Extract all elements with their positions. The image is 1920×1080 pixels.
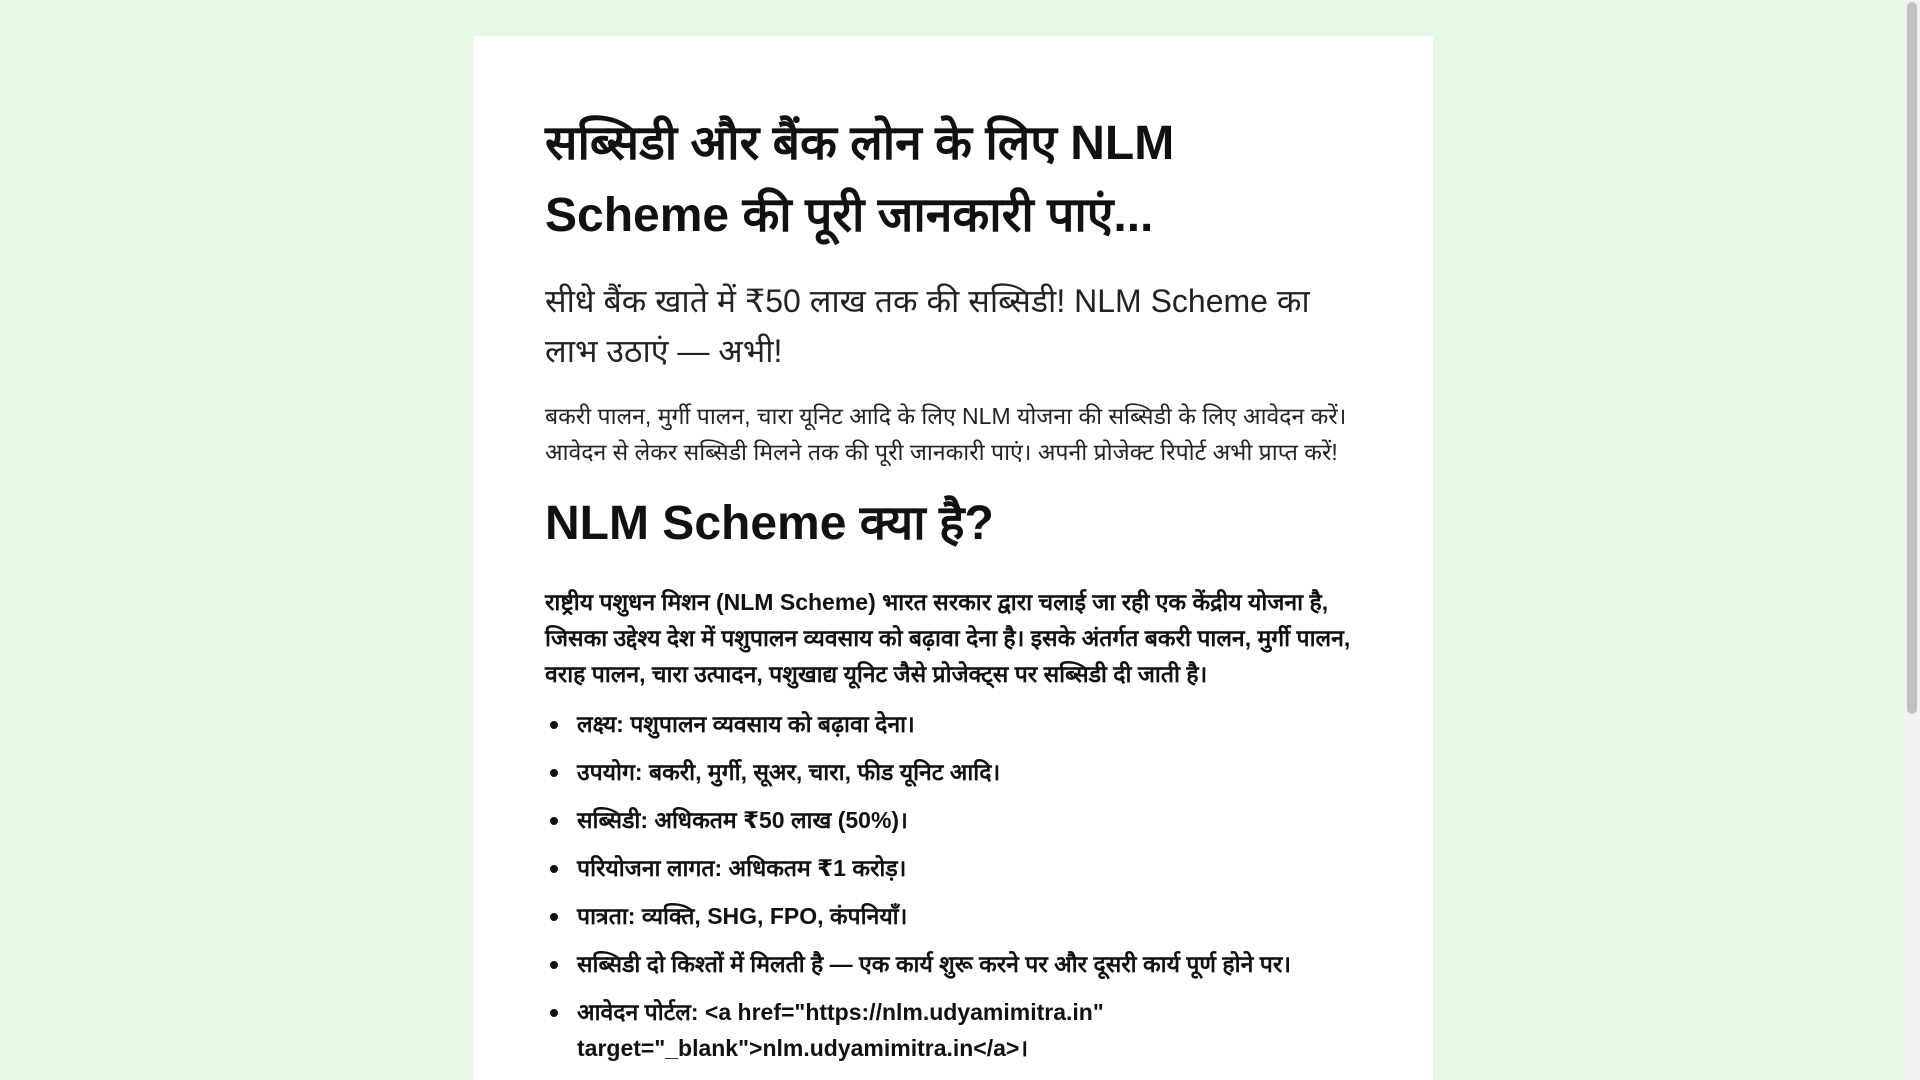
bullet-icon <box>550 865 558 873</box>
list-item-text: आवेदन पोर्टल: <a href="https://nlm.udyamimitra.in" target="_blank">nlm.udyamimitra.in</a>। <box>577 999 1104 1061</box>
intro-paragraph: बकरी पालन, मुर्गी पालन, चारा यूनिट आदि के लिए NLM योजना की सब्सिडी के लिए आवेदन करें। आवेदन से लेकर सब्सिडी मिलने तक की पूरी जानकारी पाएं। अपनी प्रोजेक्ट रिपोर्ट अभी प्राप्त करें! <box>545 403 1347 465</box>
list-item <box>577 946 1361 982</box>
article-card <box>473 36 1433 1080</box>
section-heading: NLM Scheme क्या है? <box>545 497 994 550</box>
subtitle: सीधे बैंक खाते में ₹50 लाख तक की सब्सिडी! NLM Scheme का लाभ उठाएं — अभी! <box>545 283 1310 369</box>
bullet-icon <box>550 721 558 729</box>
list-item <box>577 706 1361 742</box>
list-item-text: सब्सिडी: अधिकतम ₹50 लाख (50%)। <box>577 807 908 833</box>
bullet-icon <box>550 1009 558 1017</box>
bullet-icon <box>550 817 558 825</box>
list-item <box>577 802 1361 838</box>
bullet-icon <box>550 769 558 777</box>
page-title: सब्सिडी और बैंक लोन के लिए NLM Scheme की पूरी जानकारी पाएं... <box>545 117 1175 242</box>
list-item-text: सब्सिडी दो किश्तों में मिलती है — एक कार्य शुरू करने पर और दूसरी कार्य पूर्ण होने पर। <box>577 951 1291 977</box>
list-item <box>577 850 1361 886</box>
scrollbar[interactable] <box>1904 0 1920 1080</box>
list-item <box>577 994 1361 1066</box>
section-description: राष्ट्रीय पशुधन मिशन (NLM Scheme) भारत सरकार द्वारा चलाई जा रही एक केंद्रीय योजना है, जिसका उद्देश्य देश में पशुपालन व्यवसाय को बढ़ावा देना है। इसके अंतर्गत बकरी पालन, मुर्गी पालन, वराह पालन, चारा उत्पादन, पशुखाद्य यूनिट जैसे प्रोजेक्ट्स पर सब्सिडी दी जाती है। <box>545 589 1351 687</box>
list-item-text: परियोजना लागत: अधिकतम ₹1 करोड़। <box>577 855 907 881</box>
bullet-icon <box>550 961 558 969</box>
list-item-text: उपयोग: बकरी, मुर्गी, सूअर, चारा, फीड यूनिट आदि। <box>577 759 1001 785</box>
list-item-text: पात्रता: व्यक्ति, SHG, FPO, कंपनियाँ। <box>577 903 908 929</box>
list-item <box>577 898 1361 934</box>
bullet-icon <box>550 913 558 921</box>
list-item <box>577 754 1361 790</box>
scrollbar-thumb[interactable] <box>1907 2 1917 714</box>
feature-list <box>545 706 1361 1066</box>
list-item-text: लक्ष्य: पशुपालन व्यवसाय को बढ़ावा देना। <box>577 711 915 737</box>
